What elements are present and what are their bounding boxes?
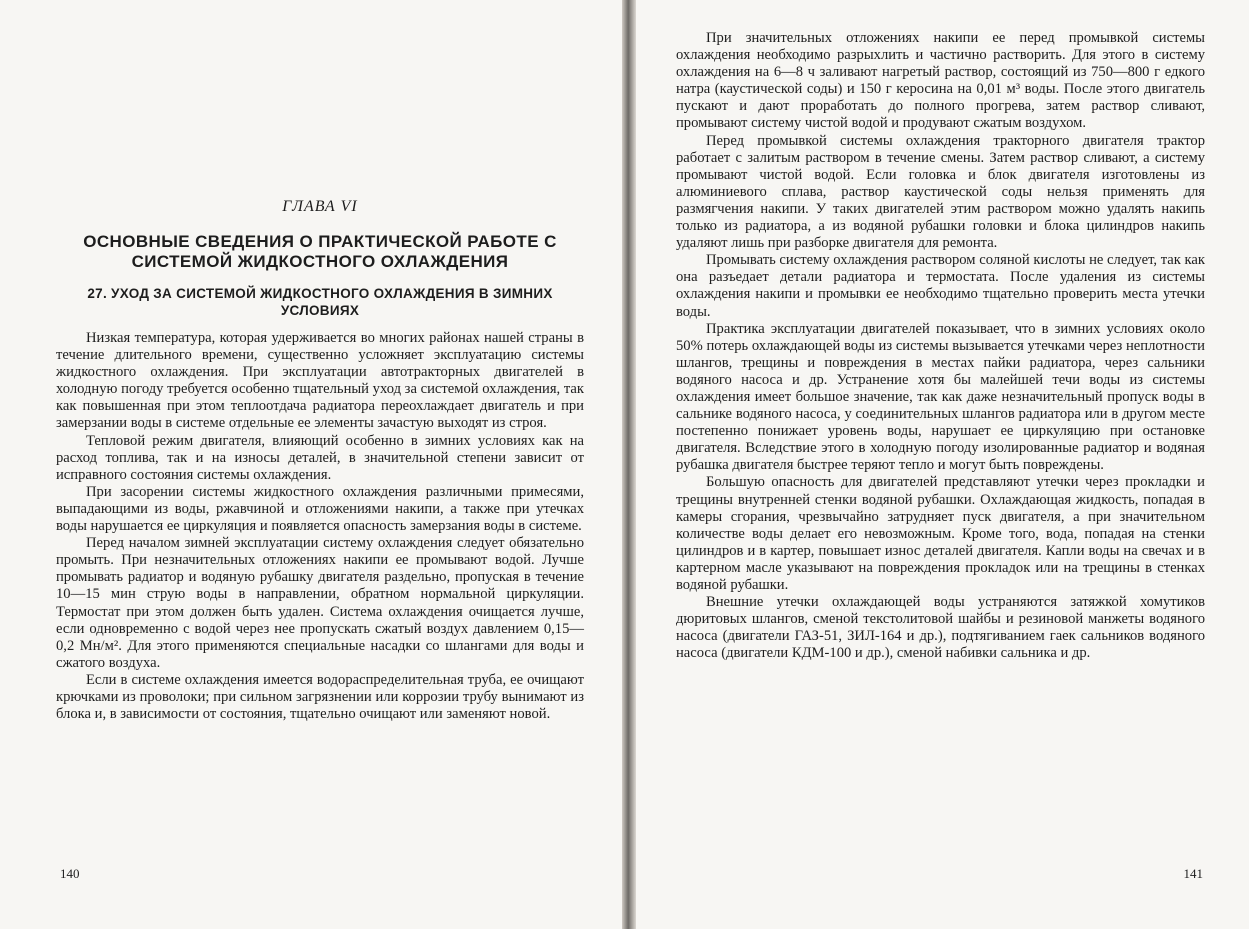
chapter-label: ГЛАВА VI — [282, 198, 358, 215]
section-title: 27. УХОД ЗА СИСТЕМОЙ ЖИДКОСТНОГО ОХЛАЖДЕНИЯ В ЗИМНИХ УСЛОВИЯХ — [87, 286, 553, 318]
paragraph: Внешние утечки охлаждающей воды устраняются затяжкой хомутиков дюритовых шлангов, сменой текстолитовой шайбы и резиновой манжеты водяного насоса (двигатели ГАЗ-51, ЗИЛ-164 и др.), подтягиванием гаек сальников водяного насоса (двигатели КДМ-100 и др.), сменой набивки сальника и др. — [676, 594, 1205, 662]
book-gutter — [622, 0, 636, 929]
paragraph: При засорении системы жидкостного охлаждения различными примесями, выпадающими из воды, ржавчиной и отложениями накипи, а также при утечках воды нарушается ее циркуляция и появляется опасность замерзания воды в системе. — [56, 483, 584, 535]
page-number: 140 — [60, 866, 80, 881]
paragraph: Если в системе охлаждения имеется водораспределительная труба, ее очищают крючками из проволоки; при сильном загрязнении или коррозии трубу вынимают из блока и, в зависимости от состояния, тщательно очищают или заменяют новой. — [56, 671, 584, 723]
paragraph: Перед началом зимней эксплуатации систему охлаждения следует обязательно промыть. При незначительных отложениях накипи ее промывают водой. Лучше промывать радиатор и водяную рубашку двигателя раздельно, пропуская в течение 10—15 мин струю воды в направлении, обратном нормальной циркуляции. Термостат при этом должен быть удален. Система охлаждения очищается лучше, если одновременно с водой через нее пропускать сжатый воздух давлением 0,15—0,2 Мн/м². Для этого применяются специальные насадки со шлангами для воды и сжатого воздуха. — [56, 535, 584, 671]
paragraph: При значительных отложениях накипи ее перед промывкой системы охлаждения необходимо разрыхлить и частично растворить. Для этого в систему охлаждения на 6—8 ч заливают нагретый раствор, состоящий из 750—800 г едкого натра (каустической соды) и 150 г керосина на 0,01 м³ воды. После этого двигатель пускают и дают проработать до полного прогрева, затем раствор сливают, промывают систему чистой водой и продувают сжатым воздухом. — [676, 30, 1205, 132]
chapter-title: ОСНОВНЫЕ СВЕДЕНИЯ О ПРАКТИЧЕСКОЙ РАБОТЕ С СИСТЕМОЙ ЖИДКОСТНОГО ОХЛАЖДЕНИЯ — [83, 232, 557, 271]
paragraph: Практика эксплуатации двигателей показывает, что в зимних условиях около 50% потерь охлаждающей воды из системы вызывается утечками через неплотности шлангов, трещины и повреждения в местах пайки радиатора, через сальники водяного насоса и др. Устранение хотя бы малейшей течи воды из системы охлаждения имеет большое значение, так как даже незначительный пропуск воды в сальнике водяного насоса, у соединительных шлангов радиатора или в другом месте постепенно понижает уровень воды, нарушает ее циркуляцию при остановке двигателя. Вследствие этого в холодную погоду изолированные радиатор и водяная рубашка двигателя быстрее теряют тепло и могут быть повреждены. — [676, 320, 1205, 474]
paragraph: Промывать систему охлаждения раствором соляной кислоты не следует, так как она разъедает детали радиатора и термостата. После удаления из системы охлаждения накипи и промывки ее необходимо тщательно проверить места утечки воды. — [676, 252, 1205, 320]
page-number: 141 — [1183, 866, 1203, 881]
paragraph: Тепловой режим двигателя, влияющий особенно в зимних условиях как на расход топлива, так и на износы деталей, в значительной степени зависит от исправного состояния системы охлаждения. — [56, 432, 584, 483]
left-page — [0, 0, 622, 929]
left-body-text — [56, 330, 584, 723]
right-body-text — [676, 30, 1205, 662]
paragraph: Перед промывкой системы охлаждения тракторного двигателя трактор работает с залитым раствором в течение смены. Затем раствор сливают, а систему промывают чистой водой. Если головка и блок двигателя изготовлены из алюминиевого сплава, раствор каустической соды нельзя применять для размягчения накипи. У таких двигателей этим раствором можно удалять накипь только из радиатора, а из водяной рубашки головки и блока цилиндров накипь удаляют лишь при разборке двигателя для ремонта. — [676, 132, 1205, 252]
right-page — [636, 0, 1249, 929]
paragraph: Большую опасность для двигателей представляют утечки через прокладки и трещины внутренней стенки водяной рубашки. Охлаждающая жидкость, попадая в камеры сгорания, чрезвычайно затрудняет пуск двигателя, а при значительном количестве воды делает его невозможным. Кроме того, вода, попадая на стенки цилиндров и в картер, повышает износ деталей двигателя. Капли воды на свечах и в картерном масле указывают на повреждения прокладок или на трещины в стенках водяной рубашки. — [676, 474, 1205, 593]
paragraph: Низкая температура, которая удерживается во многих районах нашей страны в течение длительного времени, существенно усложняет эксплуатацию системы жидкостного охлаждения. При эксплуатации автотракторных двигателей в холодную погоду требуется особенно тщательный уход за системой охлаждения, так как повышенная при этом теплоотдача радиатора переохлаждает двигатель и при замерзании воды в системе отдельные ее элементы зачастую выходят из строя. — [56, 330, 584, 432]
